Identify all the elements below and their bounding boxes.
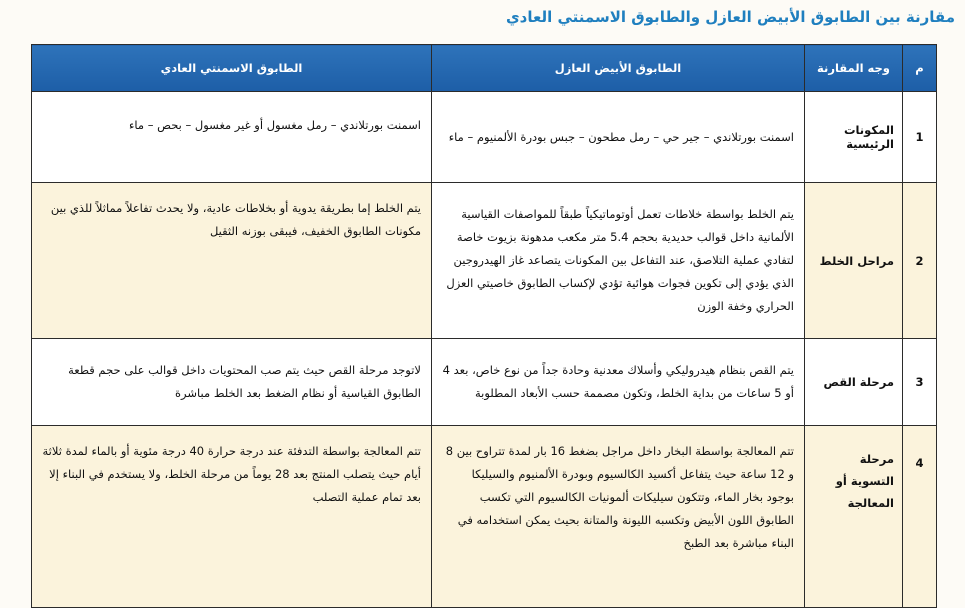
row-num: 2 (903, 183, 937, 339)
table-row (32, 183, 937, 339)
table-row (32, 92, 937, 183)
table-row (32, 426, 937, 608)
row-num: 3 (903, 339, 937, 426)
header-regular: الطابوق الاسمنتي العادي (32, 45, 432, 92)
row-aac: اسمنت بورتلاندي – جير حي – رمل مطحون – جبس بودرة الألمنيوم – ماء (432, 92, 805, 183)
row-regular: اسمنت بورتلاندي – رمل مغسول أو غير مغسول – بحص – ماء (32, 92, 432, 183)
row-num: 4 (903, 426, 937, 608)
comparison-table (31, 44, 937, 608)
table-header-row (32, 45, 937, 92)
row-regular: لاتوجد مرحلة القص حيث يتم صب المحتويات داخل قوالب على حجم قطعة الطابوق القياسية أو نظام الضغط بعد الخلط مباشرة (32, 339, 432, 426)
row-aspect: المكونات الرئيسية (805, 92, 903, 183)
row-regular: تتم المعالجة بواسطة التدفئة عند درجة حرارة 40 درجة مئوية أو بالماء لمدة ثلاثة أيام حيث يتصلب المنتج بعد 28 يوماً من مرحلة الخلط، ولا يستخدم في البناء إلا بعد تمام عملية التصلب (32, 426, 432, 608)
row-aspect: مراحل الخلط (805, 183, 903, 339)
row-num: 1 (903, 92, 937, 183)
row-aspect: مرحلة القص (805, 339, 903, 426)
row-regular: يتم الخلط إما بطريقة يدوية أو بخلاطات عادية، ولا يحدث تفاعلاً مماثلاً للذي بين مكونات الطابوق الخفيف، فيبقى بوزنه الثقيل (32, 183, 432, 339)
header-aac: الطابوق الأبيض العازل (432, 45, 805, 92)
table-row (32, 339, 937, 426)
row-aac: تتم المعالجة بواسطة البخار داخل مراجل بضغط 16 بار لمدة تتراوح بين 8 و 12 ساعة حيث يتفاعل أكسيد الكالسيوم وبودرة الألمنيوم والسيليكا بوجود بخار الماء، وتتكون سيليكات ألمونيات الكالسيوم التي تكسب الطابوق اللون الأبيض وتكسبه الليونة والمتانة بحيث يمكن استخدامه في البناء مباشرة بعد الطبخ (432, 426, 805, 608)
row-aspect: مرحلة التسوية أو المعالجة (805, 426, 903, 608)
header-num: م (903, 45, 937, 92)
row-aac: يتم الخلط بواسطة خلاطات تعمل أوتوماتيكياً طبقاً للمواصفات القياسية الألمانية داخل قوالب حديدية بحجم 5.4 متر مكعب مدهونة بزيوت خاصة لتفادي عملية التلاصق، عند التفاعل بين المكونات يتصاعد غاز الهيدروجين الذي يؤدي إلى تكوين فجوات هوائية تؤدي لإكساب الطابوق خاصيتي العزل الحراري وخفة الوزن (432, 183, 805, 339)
header-aspect: وجه المقارنة (805, 45, 903, 92)
row-aac: يتم القص بنظام هيدروليكي وأسلاك معدنية وحادة جداً من نوع خاص، بعد 4 أو 5 ساعات من بداية الخلط، وتكون مصممة حسب الأبعاد المطلوبة (432, 339, 805, 426)
page-title: مقارنة بين الطابوق الأبيض العازل والطابوق الاسمنتي العادي (505, 8, 955, 26)
